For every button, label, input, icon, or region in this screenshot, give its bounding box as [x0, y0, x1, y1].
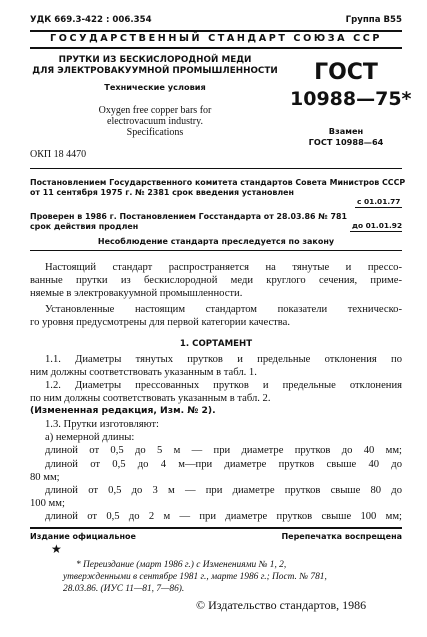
section-1-3: [30, 418, 402, 524]
replaces-value: ГОСТ 10988—64: [308, 137, 384, 147]
intro-p2-line1: Установленные настоящим стандартом показатели техническо-: [45, 304, 402, 315]
section-heading: 1. СОРТАМЕНТ: [179, 339, 253, 349]
reissue-note-line3: 28.03.86. (ИУС 11—81, 7—86).: [63, 584, 185, 594]
title-en-line3: Specifications: [126, 127, 184, 138]
intro-paragraph-2: [30, 303, 402, 329]
section-1-2: [30, 379, 402, 405]
reissue-note-line1: * Переиздание (март 1986 г.) с Изменениями № 1, 2,: [76, 560, 287, 570]
s12-line1: 1.2. Диаметры прессованных прутков и предельные отклонения: [45, 380, 402, 391]
footer-rule: [30, 527, 402, 529]
s13a-item: а) немерной длины:: [45, 432, 135, 444]
group-code: Группа В55: [345, 15, 402, 25]
reprint-prohibited: Перепечатка воспрещена: [281, 532, 402, 541]
title-ru-line1: ПРУТКИ ИЗ БЕСКИСЛОРОДНОЙ МЕДИ: [58, 55, 252, 65]
gost-number: 10988—75*: [290, 88, 412, 110]
length-option-3-line1: длиной от 0,5 до 3 м — при диаметре прутков свыше 80 до: [45, 485, 402, 497]
gost-label: ГОСТ: [314, 60, 378, 85]
section-1-1: [30, 353, 402, 379]
okp-code: ОКП 18 4470: [30, 149, 87, 160]
banner-top-rule: [30, 30, 402, 32]
title-block-rule: [30, 168, 402, 169]
amended-note: (Измененная редакция, Изм. № 2).: [30, 405, 216, 416]
replaces-label: Взамен: [328, 126, 364, 136]
copyright: © Издательство стандартов, 1986: [196, 598, 367, 612]
s13-heading: 1.3. Прутки изготовляют:: [45, 419, 159, 430]
revision-line2: срок действия продлен: [30, 222, 139, 231]
s11-line2: ним должны соответствовать указанным в табл. 1.: [30, 367, 257, 379]
intro-p2-line2: го уровня предусмотрены для первой категории качества.: [30, 317, 291, 329]
effective-date-rule: [355, 207, 402, 208]
standard-banner: ГОСУДАРСТВЕННЫЙ СТАНДАРТ СОЮЗА ССР: [49, 33, 382, 44]
s12-line2: по ним должны соответствовать указанным в табл. 2.: [30, 393, 271, 405]
s11-line1: 1.1. Диаметры тянутых прутков и предельные отклонения по: [45, 354, 402, 365]
udk-code: УДК 669.3-422 : 006.354: [30, 15, 152, 25]
decree-line2: от 11 сентября 1975 г. № 2381 срок введения установлен: [30, 188, 294, 197]
star-icon: ★: [51, 542, 62, 556]
length-option-3-line2: 100 мм;: [30, 498, 65, 510]
length-option-1: длиной от 0,5 до 5 м — при диаметре прутков до 40 мм;: [45, 445, 402, 457]
legal-warning: Несоблюдение стандарта преследуется по закону: [97, 237, 335, 246]
extended-date: до 01.01.92: [352, 221, 403, 230]
intro-p1-line3: няемые в электровакуумной промышленности.: [30, 288, 243, 300]
title-en-line1: Oxygen free copper bars for: [98, 105, 212, 116]
title-en-line2: electrovacuum industry.: [107, 116, 203, 127]
extended-date-rule: [350, 231, 402, 232]
official-edition: Издание официальное: [30, 532, 136, 541]
banner-bottom-rule: [30, 47, 402, 49]
length-option-2-line1: длиной от 0,5 до 4 м—при диаметре прутков свыше 40 до: [45, 458, 402, 470]
intro-p1-line2: ванные прутки из бескислородной меди круглого сечения, приме-: [30, 275, 402, 287]
intro-paragraph-1: [30, 261, 402, 301]
subtitle-ru: Технические условия: [104, 82, 206, 92]
length-option-2-line2: 80 мм;: [30, 471, 60, 483]
effective-date: с 01.01.77: [357, 197, 401, 206]
reissue-note-line2: утвержденными в сентябре 1981 г., марте 1986 г.; Пост. № 781,: [63, 572, 327, 582]
decree-bottom-rule: [30, 250, 402, 251]
decree-line1: Постановлением Государственного комитета стандартов Совета Министров СССР: [30, 178, 406, 187]
title-ru-line2: ДЛЯ ЭЛЕКТРОВАКУУМНОЙ ПРОМЫШЛЕННОСТИ: [32, 66, 278, 76]
length-option-4: длиной от 0,5 до 2 м — при диаметре прутков свыше 100 мм;: [45, 511, 402, 523]
revision-line1: Проверен в 1986 г. Постановлением Госстандарта от 28.03.86 № 781: [30, 212, 347, 221]
intro-p1-line1: Настоящий стандарт распространяется на тянутые и прессо-: [45, 262, 402, 273]
